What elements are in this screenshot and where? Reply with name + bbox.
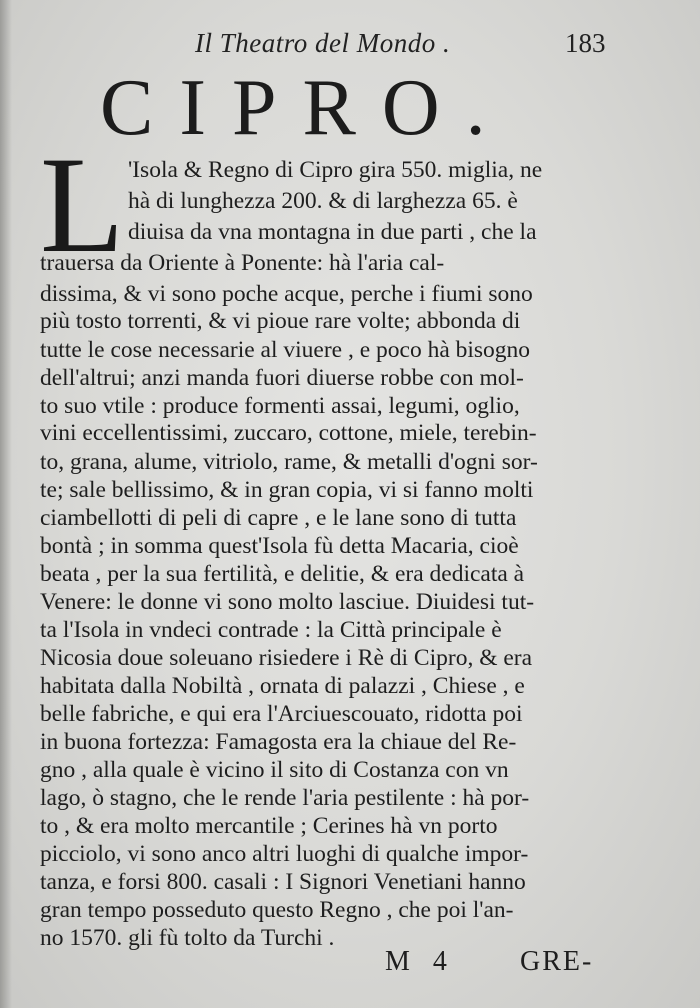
text-line: hà di lunghezza 200. & di larghezza 65. è [128,188,518,214]
text-line: ta l'Isola in vndeci contrade : la Città principale è [40,617,502,643]
text-line: Nicosia doue soleuano risiedere i Rè di Cipro, & era [40,645,533,671]
text-line: diuisa da vna montagna in due parti , che la [128,219,537,245]
text-line: in buona fortezza: Famagosta era la chiaue del Re- [40,729,517,755]
page-footer [0,946,700,986]
running-head [0,22,700,62]
text-line: Venere: le donne vi sono molto lasciue. Diuidesi tut- [40,589,535,615]
text-line: tanza, e forsi 800. casali : I Signori Venetiani hanno [40,869,526,895]
text-line: habitata dalla Nobiltà , ornata di palazzi , Chiese , e [40,673,525,699]
text-line: più tosto torrenti, & vi pioue rare volte; abbonda di [40,308,521,334]
text-line: 'Isola & Regno di Cipro gira 550. miglia, ne [128,157,543,183]
text-line: bontà ; in somma quest'Isola fù detta Macaria, cioè [40,533,519,559]
drop-cap: L [40,128,125,281]
text-line: vini eccellentissimi, zuccaro, cottone, miele, terebin- [40,420,537,446]
text-line: ciambellotti di peli di capre , e le lane sono di tutta [40,505,517,531]
text-line: to, grana, alume, vitriolo, rame, & metalli d'ogni sor- [40,449,538,475]
page-number: 183 [565,28,606,58]
running-title: Il Theatro del Mondo . [195,28,451,58]
text-line: lago, ò stagno, che le rende l'aria pestilente : hà por- [40,785,530,811]
signature-mark: M 4 [385,946,455,977]
text-line: trauersa da Oriente à Ponente: hà l'aria cal- [40,250,445,276]
text-line: beata , per la sua fertilità, e delitie, & era dedicata à [40,561,525,587]
text-line: te; sale bellissimo, & in gran copia, vi si fanno molti [40,477,534,503]
text-line: belle fabriche, e qui era l'Arciuescouato, ridotta poi [40,701,523,727]
text-line: to suo vtile : produce formenti assai, legumi, oglio, [40,393,520,419]
text-line: picciolo, vi sono anco altri luoghi di qualche impor- [40,841,529,867]
text-line: dissima, & vi sono poche acque, perche i fiumi sono [40,281,533,307]
text-line: to , & era molto mercantile ; Cerines hà vn porto [40,813,498,839]
chapter-title: CIPRO. [100,64,512,152]
text-line: gno , alla quale è vicino il sito di Costanza con vn [40,757,509,783]
page-edge-shadow [0,0,12,1008]
catchword: GRE- [520,946,594,977]
text-line: dell'altrui; anzi manda fuori diuerse robbe con mol- [40,365,524,391]
text-line: tutte le cose necessarie al viuere , e poco hà bisogno [40,337,531,363]
text-line: gran tempo posseduto questo Regno , che poi l'an- [40,897,514,923]
text-line: no 1570. gli fù tolto da Turchi . [40,925,335,951]
